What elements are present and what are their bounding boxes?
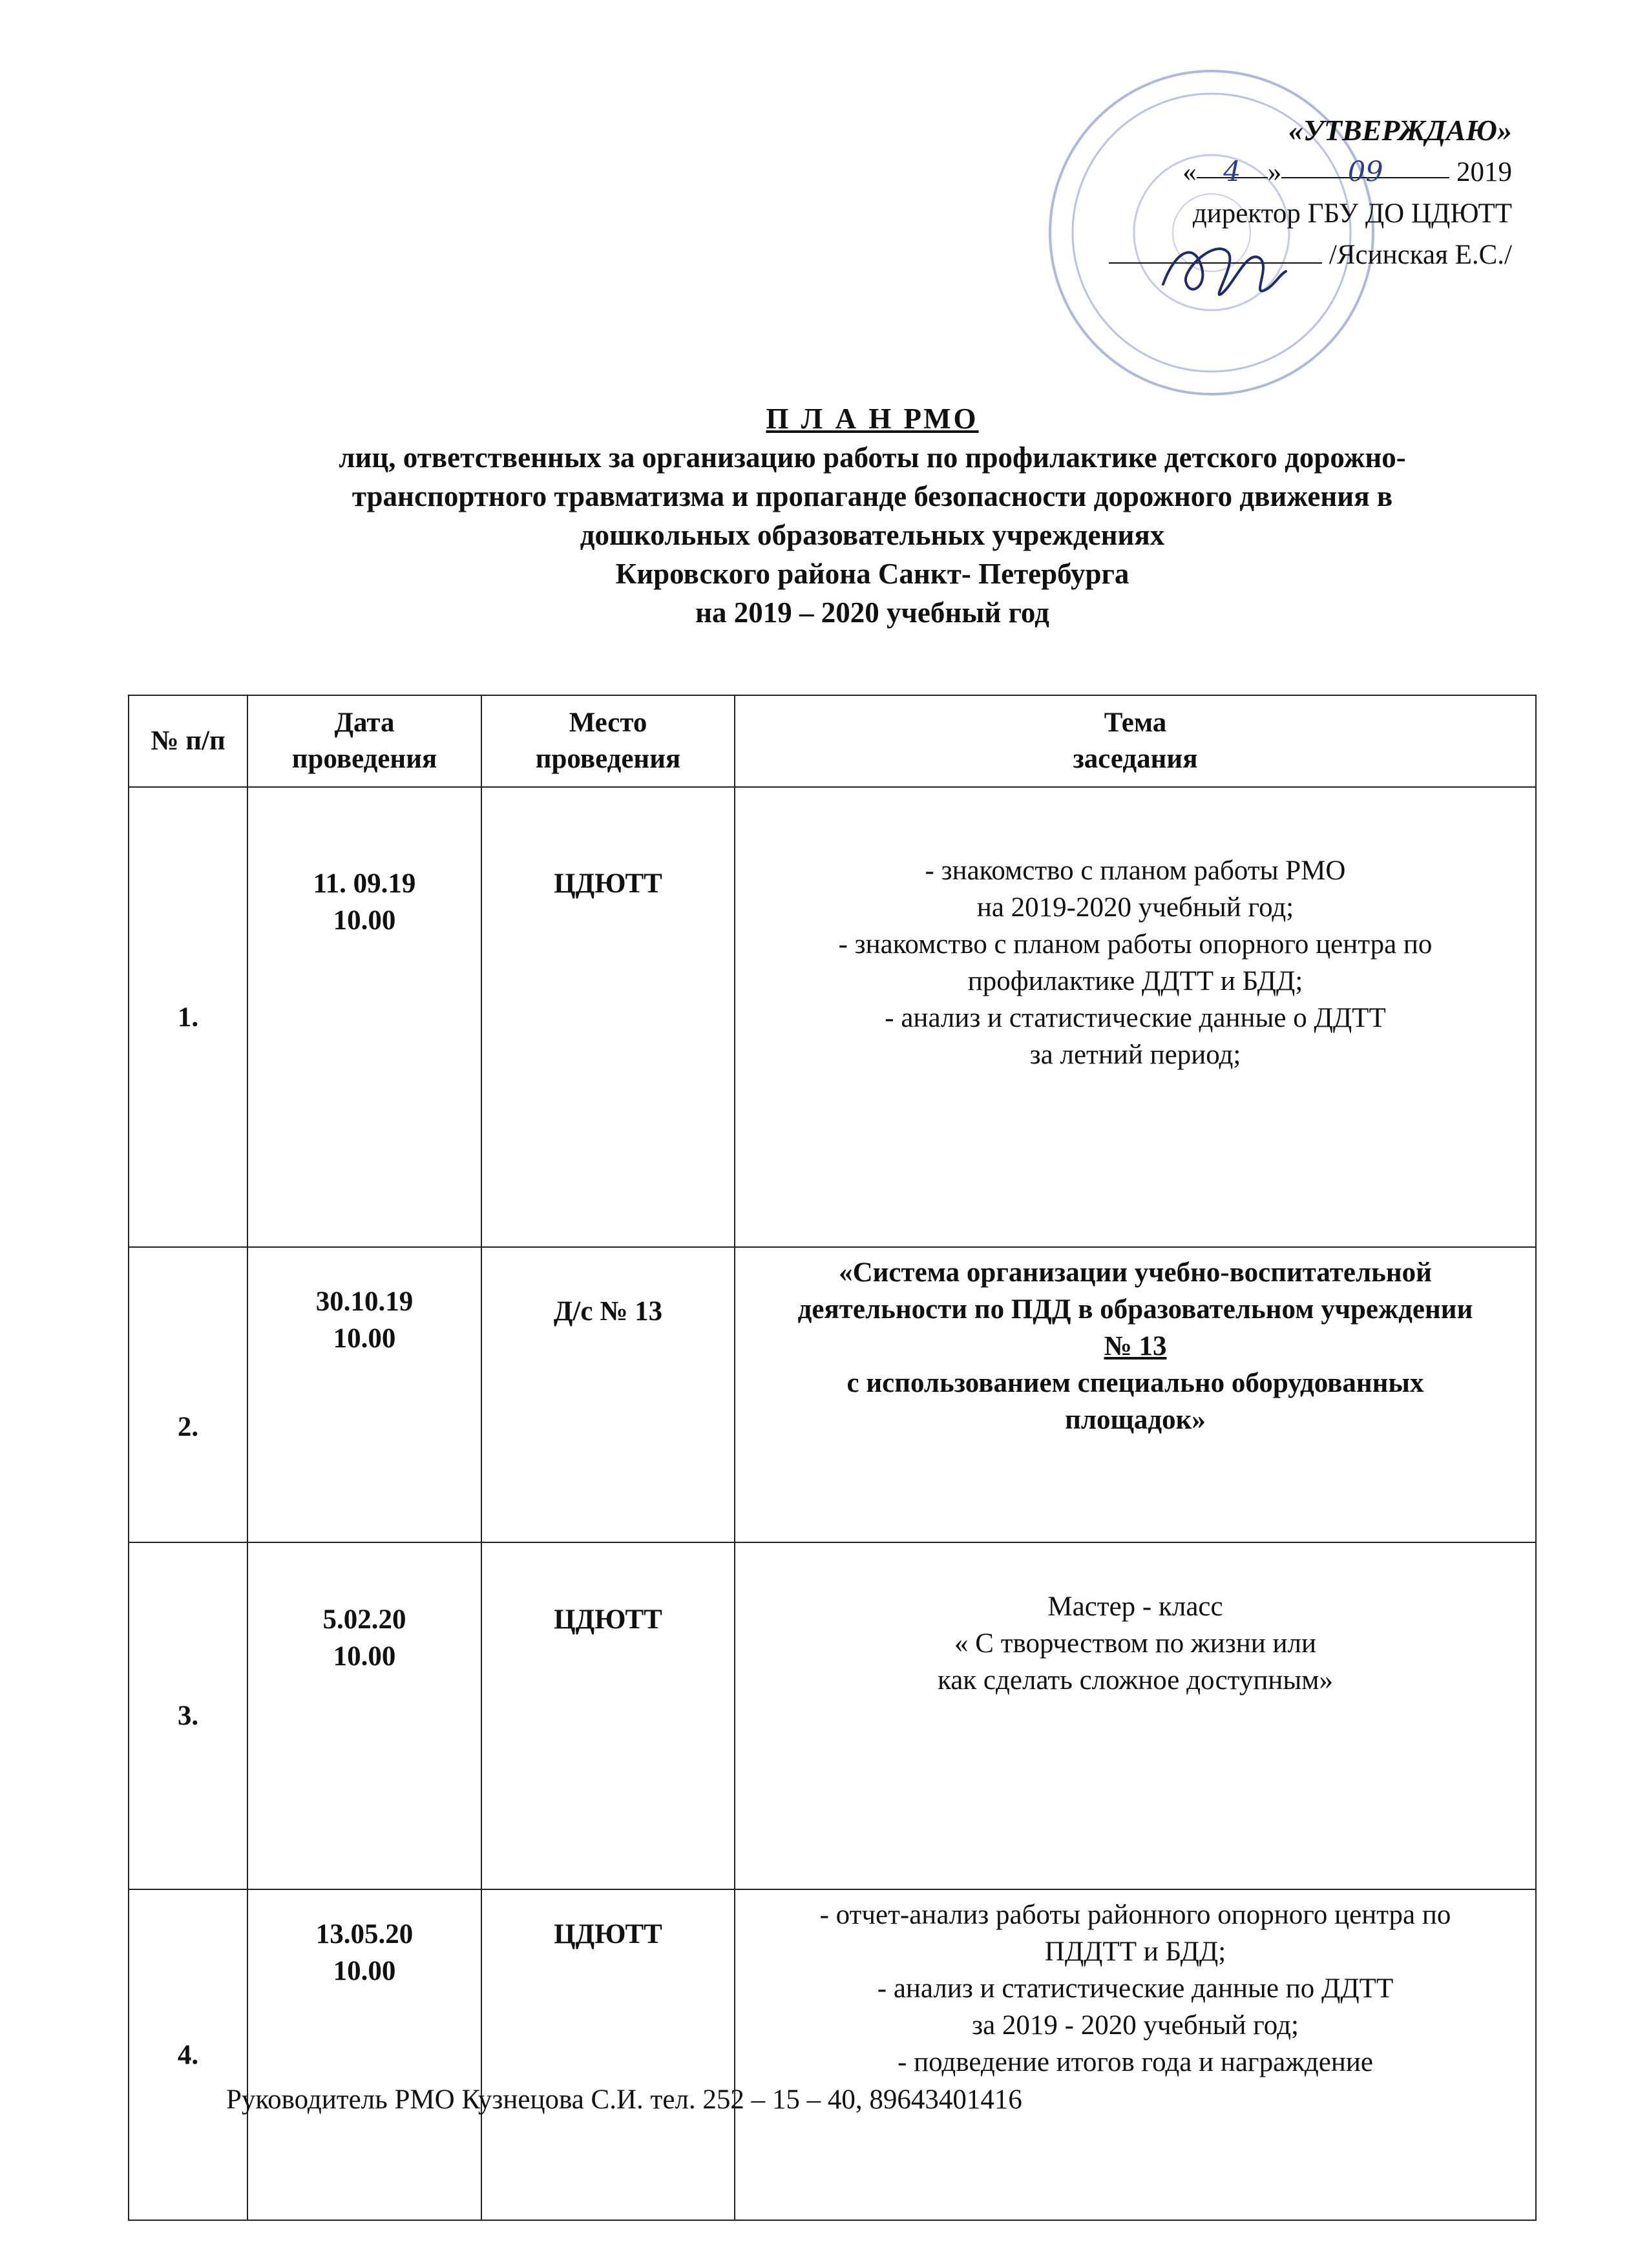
heading-line: лиц, ответственных за организацию работы по профилактике детского дорожно- — [339, 441, 1406, 474]
header-place: Место проведения — [481, 695, 735, 787]
plan-table — [128, 695, 1537, 2221]
row-topic: - знакомство с планом работы РМО на 2019-2020 учебный год; - знакомство с планом работы опорного центра по профилактике ДДТТ и БДД; - анализ и статистические данные о ДДТТ за летний период; — [735, 787, 1536, 1247]
footer-contact: Руководитель РМО Кузнецова С.И. тел. 252 – 15 – 40, 89643401416 — [226, 2084, 1022, 2115]
row-num: 3. — [129, 1542, 247, 1889]
table-header-row — [129, 695, 1536, 787]
approval-date: « 4 » 09 2019 — [1060, 151, 1512, 193]
table-row — [129, 1889, 1536, 2220]
approval-title: «УТВЕРЖДАЮ» — [1288, 114, 1512, 147]
approval-month: 09 — [1347, 156, 1383, 188]
table-row — [129, 787, 1536, 1247]
row-place: ЦДЮТТ — [481, 1542, 735, 1889]
row-date: 30.10.19 10.00 — [247, 1247, 481, 1542]
row-num: 2. — [129, 1247, 247, 1542]
heading-line: на 2019 – 2020 учебный год — [695, 596, 1049, 629]
plan-title: П Л А Н РМО — [766, 403, 979, 435]
row-topic: «Система организации учебно-воспитательной деятельности по ПДД в образовательном учреждении № 13 с использованием специально оборудованных площадок» — [735, 1247, 1536, 1542]
row-num: 1. — [129, 787, 247, 1247]
table-row — [129, 1542, 1536, 1889]
document-heading — [129, 399, 1615, 632]
heading-line: Кировского района Санкт- Петербурга — [615, 558, 1129, 590]
heading-line: транспортного травматизма и пропаганде безопасности дорожного движения в — [352, 480, 1393, 512]
row-topic: - отчет-анализ работы районного опорного центра по ПДДТТ и БДД; - анализ и статистические данные по ДДТТ за 2019 - 2020 учебный год; - подведение итогов года и награждение — [735, 1889, 1536, 2220]
header-date: Дата проведения — [247, 695, 481, 787]
approval-day: 4 — [1223, 156, 1241, 188]
row-date: 13.05.20 10.00 — [247, 1889, 481, 2220]
row-num: 4. — [129, 1889, 247, 2220]
row-place: ЦДЮТТ — [481, 787, 735, 1247]
header-topic: Тема заседания — [735, 695, 1536, 787]
approval-year: 2019 — [1456, 157, 1512, 187]
header-num: № п/п — [129, 695, 247, 787]
row-topic: Мастер - класс « С творчеством по жизни или как сделать сложное доступным» — [735, 1542, 1536, 1889]
row-date: 5.02.20 10.00 — [247, 1542, 481, 1889]
heading-line: дошкольных образовательных учреждениях — [580, 519, 1165, 551]
row-place: ЦДЮТТ — [481, 1889, 735, 2220]
signature — [1150, 223, 1292, 313]
row-date: 11. 09.19 10.00 — [247, 787, 481, 1247]
table-row — [129, 1247, 1536, 1542]
approval-name: /Ясинская Е.С./ — [1329, 240, 1512, 270]
approval-position: директор ГБУ ДО ЦДЮТТ — [1192, 198, 1512, 229]
row-place: Д/с № 13 — [481, 1247, 735, 1542]
